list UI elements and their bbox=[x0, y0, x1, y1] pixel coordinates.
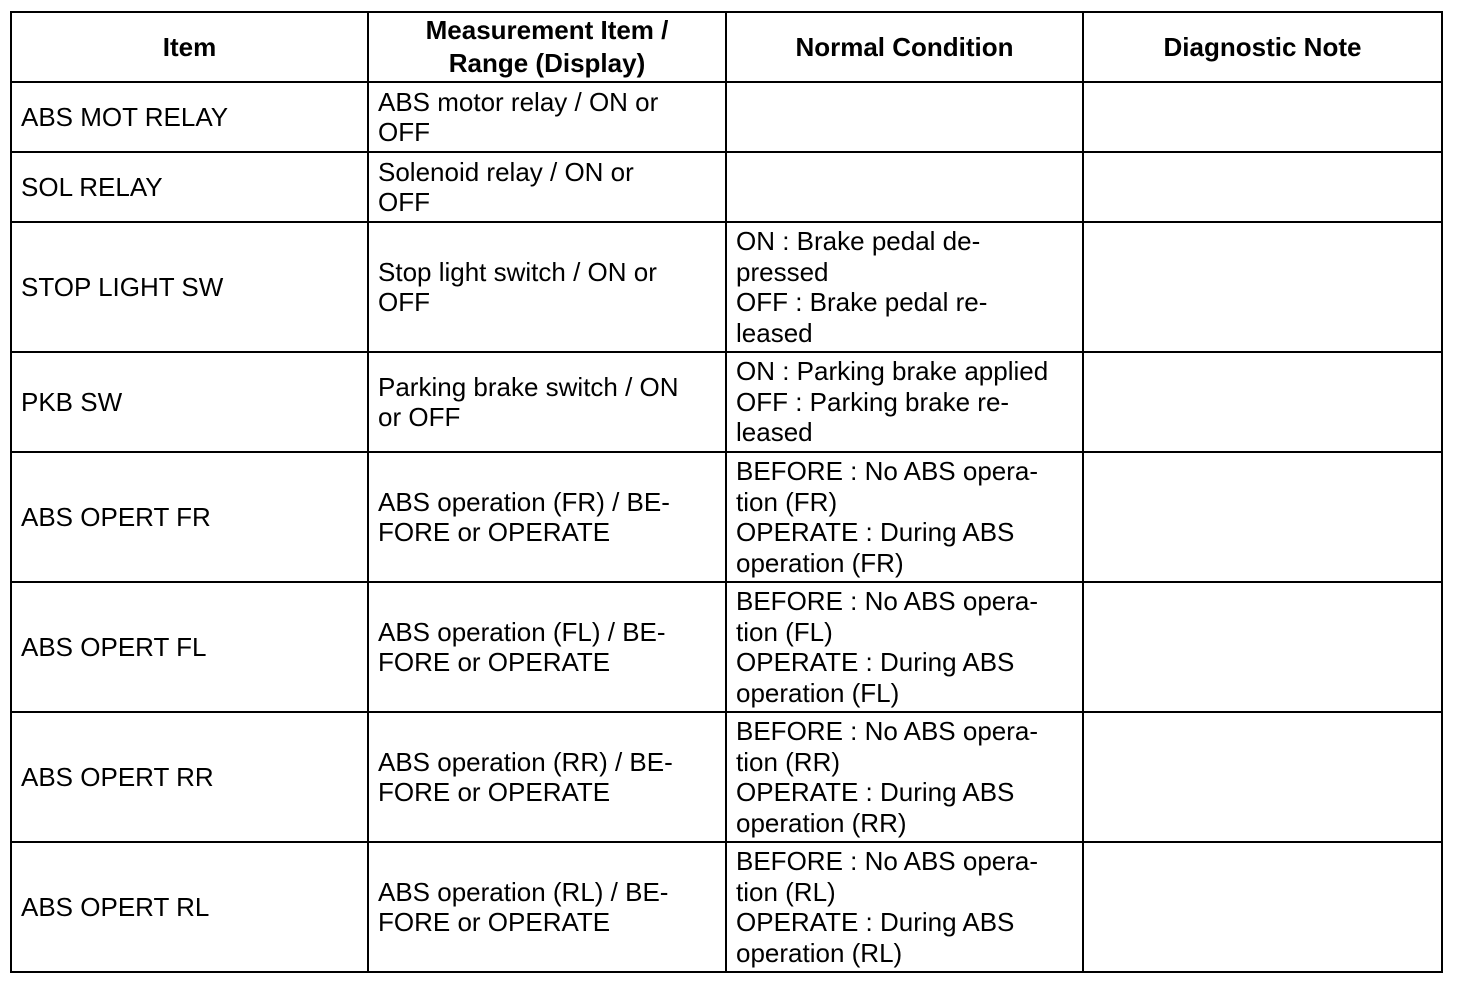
column-header-normal-condition: Normal Condition bbox=[726, 12, 1083, 82]
cell-measurement: Stop light switch / ON or OFF bbox=[368, 222, 726, 352]
cell-normal-condition: ON : Brake pedal de- pressed OFF : Brake pedal re- leased bbox=[726, 222, 1083, 352]
cell-item: ABS OPERT RL bbox=[11, 842, 368, 972]
cell-item: SOL RELAY bbox=[11, 152, 368, 222]
cell-normal-condition: BEFORE : No ABS opera- tion (RL) OPERATE : During ABS operation (RL) bbox=[726, 842, 1083, 972]
table-row bbox=[11, 82, 1442, 152]
table-row bbox=[11, 582, 1442, 712]
cell-item: ABS OPERT FL bbox=[11, 582, 368, 712]
column-header-diagnostic-note: Diagnostic Note bbox=[1083, 12, 1442, 82]
cell-normal-condition: BEFORE : No ABS opera- tion (RR) OPERATE : During ABS operation (RR) bbox=[726, 712, 1083, 842]
cell-item: STOP LIGHT SW bbox=[11, 222, 368, 352]
table-row bbox=[11, 152, 1442, 222]
cell-diagnostic-note bbox=[1083, 82, 1442, 152]
column-header-measurement: Measurement Item / Range (Display) bbox=[368, 12, 726, 82]
cell-item: ABS OPERT FR bbox=[11, 452, 368, 582]
cell-measurement: ABS operation (RR) / BE- FORE or OPERATE bbox=[368, 712, 726, 842]
cell-diagnostic-note bbox=[1083, 712, 1442, 842]
cell-measurement: ABS operation (RL) / BE- FORE or OPERATE bbox=[368, 842, 726, 972]
cell-diagnostic-note bbox=[1083, 842, 1442, 972]
cell-normal-condition bbox=[726, 82, 1083, 152]
cell-measurement: Parking brake switch / ON or OFF bbox=[368, 352, 726, 452]
cell-normal-condition: BEFORE : No ABS opera- tion (FL) OPERATE : During ABS operation (FL) bbox=[726, 582, 1083, 712]
column-header-item: Item bbox=[11, 12, 368, 82]
cell-normal-condition: BEFORE : No ABS opera- tion (FR) OPERATE : During ABS operation (FR) bbox=[726, 452, 1083, 582]
cell-item: PKB SW bbox=[11, 352, 368, 452]
cell-normal-condition: ON : Parking brake applied OFF : Parking brake re- leased bbox=[726, 352, 1083, 452]
cell-normal-condition bbox=[726, 152, 1083, 222]
cell-measurement: ABS operation (FR) / BE- FORE or OPERATE bbox=[368, 452, 726, 582]
cell-measurement: Solenoid relay / ON or OFF bbox=[368, 152, 726, 222]
diagnostic-data-table bbox=[10, 11, 1443, 973]
cell-item: ABS MOT RELAY bbox=[11, 82, 368, 152]
table-header-row bbox=[11, 12, 1442, 82]
cell-diagnostic-note bbox=[1083, 452, 1442, 582]
cell-measurement: ABS motor relay / ON or OFF bbox=[368, 82, 726, 152]
cell-diagnostic-note bbox=[1083, 222, 1442, 352]
cell-diagnostic-note bbox=[1083, 352, 1442, 452]
table-row bbox=[11, 352, 1442, 452]
table-row bbox=[11, 452, 1442, 582]
table-row bbox=[11, 222, 1442, 352]
table-row bbox=[11, 712, 1442, 842]
cell-diagnostic-note bbox=[1083, 582, 1442, 712]
cell-diagnostic-note bbox=[1083, 152, 1442, 222]
cell-item: ABS OPERT RR bbox=[11, 712, 368, 842]
table-row bbox=[11, 842, 1442, 972]
cell-measurement: ABS operation (FL) / BE- FORE or OPERATE bbox=[368, 582, 726, 712]
